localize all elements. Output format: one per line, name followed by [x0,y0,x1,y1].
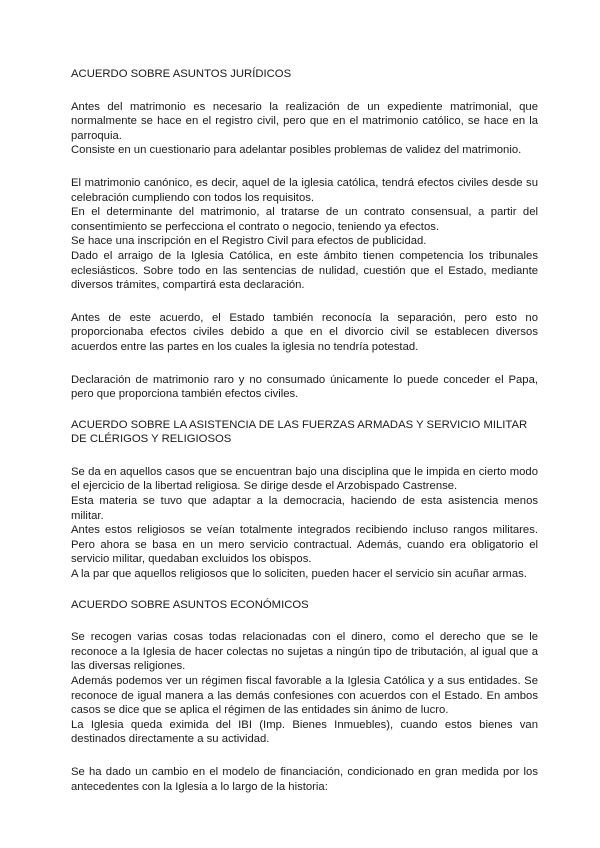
paragraph: Se recogen varias cosas todas relacionadas con el dinero, como el derecho que se le reconoce a la Iglesia de hacer colectas no sujetas a ningún tipo de tributación, al igual que a las diversas religiones. [71,631,538,673]
paragraph: Declaración de matrimonio raro y no consumado únicamente lo puede conceder el Papa, pero que proporciona también efectos civiles. [71,373,538,401]
paragraph: Esta materia se tuvo que adaptar a la democracia, haciendo de esta asistencia menos militar. [71,495,538,522]
paragraph: Antes estos religiosos se veían totalmente integrados recibiendo incluso rangos militares. Pero ahora se basa en un mero servicio contractual. Además, cuando era obligatorio el servicio militar, quedaban excluidos los obispos. [71,524,538,566]
paragraph: En el determinante del matrimonio, al tratarse de un contrato consensual, a partir del consentimiento se perfecciona el contrato o negocio, teniendo ya efectos. [71,206,538,233]
document-body [71,67,538,794]
paragraph: Antes de este acuerdo, el Estado también reconocía la separación, pero esto no proporcionaba efectos civiles debido a que en el divorcio civil se establecen diversos acuerdos entre las partes en los cuales la iglesia no tendría potestad. [71,311,538,353]
section-fuerzas-armadas [71,418,538,582]
section-heading: ACUERDO SOBRE LA ASISTENCIA DE LAS FUERZAS ARMADAS Y SERVICIO MILITAR DE CLÉRIGOS Y RELIGIOSOS [71,418,528,446]
paragraph: A la par que aquellos religiosos que lo soliciten, pueden hacer el servicio sin acuñar armas. [71,568,527,581]
section-asuntos-economicos [71,598,538,795]
paragraph: Se hace una inscripción en el Registro Civil para efectos de publicidad. [71,235,427,248]
paragraph: Dado el arraigo de la Iglesia Católica, en este ámbito tienen competencia los tribunales eclesiásticos. Sobre todo en las sentencias de nulidad, cuestión que el Estado, mediante diversos trámites, compartirá esta declaración. [71,249,538,292]
section-heading: ACUERDO SOBRE ASUNTOS ECONÓMICOS [71,598,309,611]
paragraph: Consiste en un cuestionario para adelantar posibles problemas de validez del matrimonio. [71,144,522,157]
section-asuntos-juridicos [71,67,538,402]
paragraph: El matrimonio canónico, es decir, aquel de la iglesia católica, tendrá efectos civiles desde su celebración cumpliendo con todos los requisitos. [71,176,538,204]
paragraph: Se da en aquellos casos que se encuentran bajo una disciplina que le impida en cierto modo el ejercicio de la libertad religiosa. Se dirige desde el Arzobispado Castrense. [71,465,538,493]
paragraph: Se ha dado un cambio en el modelo de financiación, condicionado en gran medida por los antecedentes con la Iglesia a lo largo de la historia: [71,765,538,793]
paragraph: Antes del matrimonio es necesario la realización de un expediente matrimonial, que normalmente se hace en el registro civil, pero que en el matrimonio católico, se hace en la parroquia. [71,100,538,142]
paragraph: Además podemos ver un régimen fiscal favorable a la Iglesia Católica y a sus entidades. Se reconoce de igual manera a las demás confesiones con acuerdos con el Estado. En ambos casos se dice que se aplica el régimen de las entidades sin ánimo de lucro. [71,675,538,717]
paragraph: La Iglesia queda eximida del IBI (Imp. Bienes Inmuebles), cuando estos bienes van destinados directamente a su actividad. [71,718,538,746]
section-heading: ACUERDO SOBRE ASUNTOS JURÍDICOS [71,68,292,80]
